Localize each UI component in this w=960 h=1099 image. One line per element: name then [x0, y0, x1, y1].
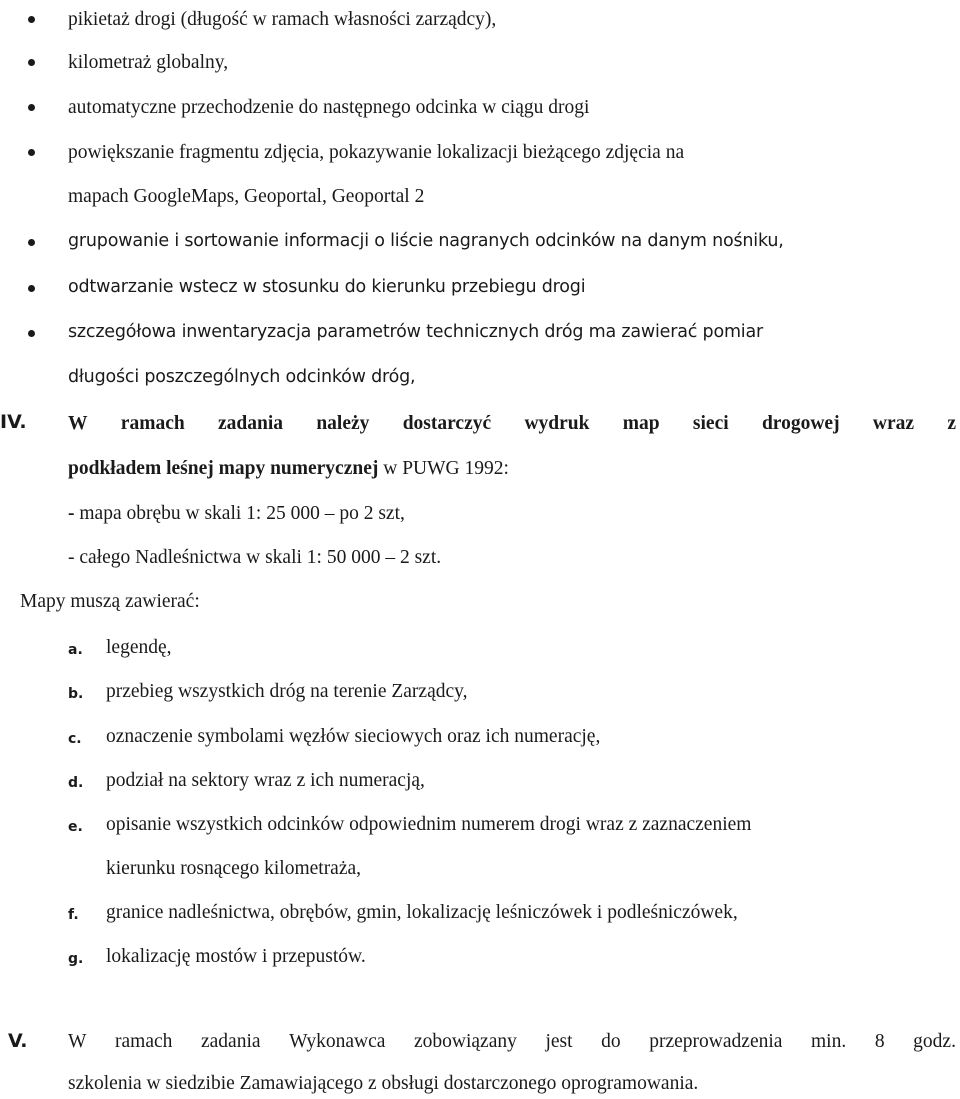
- bullet-text: grupowanie i sortowanie informacji o liście nagranych odcinków na danym nośniku,: [68, 231, 784, 251]
- bullet-text: kilometraż globalny,: [68, 52, 229, 73]
- map-spec-line: - całego Nadleśnictwa w skali 1: 50 000 – 2 szt.: [68, 547, 442, 568]
- word: drogowej: [761, 413, 840, 434]
- word: ramach: [115, 1031, 173, 1052]
- bullet-text-continued: mapach GoogleMaps, Geoportal, Geoportal 2: [68, 186, 425, 207]
- list-letter: d.: [68, 775, 84, 791]
- word: zadania: [218, 413, 284, 434]
- word: godz.: [913, 1031, 956, 1052]
- section-numeral: IV.: [0, 411, 27, 433]
- word: wraz: [872, 413, 915, 434]
- word: map: [622, 413, 660, 434]
- word: do: [601, 1031, 621, 1052]
- list-item: lokalizację mostów i przepustów.: [106, 946, 366, 967]
- list-letter: g.: [68, 951, 84, 967]
- section-v-line1: [68, 1032, 956, 1052]
- list-item: legendę,: [106, 637, 172, 658]
- word: dostarczyć: [402, 413, 492, 434]
- word: z: [947, 413, 956, 434]
- bullet-text: powiększanie fragmentu zdjęcia, pokazywanie lokalizacji bieżącego zdjęcia na: [68, 142, 685, 163]
- word: min.: [811, 1031, 847, 1052]
- word: W: [68, 1031, 87, 1052]
- phrase: w PUWG 1992:: [378, 458, 509, 479]
- list-item: opisanie wszystkich odcinków odpowiednim numerem drogi wraz z zaznaczeniem: [106, 814, 752, 835]
- word: przeprowadzenia: [649, 1031, 783, 1052]
- list-item-continued: kierunku rosnącego kilometraża,: [106, 858, 362, 879]
- word: wydruk: [524, 413, 590, 434]
- bullet-icon: [28, 16, 35, 23]
- list-letter: f.: [68, 907, 79, 923]
- bullet-text-continued: długości poszczególnych odcinków dróg,: [68, 367, 416, 387]
- word: ramach: [120, 413, 185, 434]
- bold-phrase: podkładem leśnej mapy numerycznej: [68, 458, 379, 479]
- phrase: mapa obrębu w skali 1: 25 000 – po 2 szt,: [74, 503, 405, 524]
- section-iv-heading-line2: [68, 459, 509, 479]
- section-v-line2: szkolenia w siedzibie Zamawiającego z obsługi dostarczonego oprogramowania.: [68, 1073, 699, 1094]
- word: Wykonawca: [289, 1031, 386, 1052]
- bullet-text: szczegółowa inwentaryzacja parametrów technicznych dróg ma zawierać pomiar: [68, 322, 763, 342]
- bullet-icon: [28, 59, 35, 66]
- bullet-icon: [28, 104, 35, 111]
- bullet-icon: [28, 330, 35, 337]
- word: zadania: [200, 1031, 261, 1052]
- bullet-icon: [28, 239, 35, 246]
- list-item: granice nadleśnictwa, obrębów, gmin, lokalizację leśniczówek i podleśniczówek,: [106, 902, 738, 923]
- word: W: [68, 413, 88, 434]
- bullet-text: automatyczne przechodzenie do następnego odcinka w ciągu drogi: [68, 97, 590, 118]
- word: 8: [874, 1031, 885, 1052]
- dash: -: [68, 503, 75, 524]
- list-letter: e.: [68, 819, 83, 835]
- list-item: oznaczenie symbolami węzłów sieciowych oraz ich numerację,: [106, 726, 601, 747]
- word: sieci: [692, 413, 729, 434]
- bullet-text: odtwarzanie wstecz w stosunku do kierunku przebiegu drogi: [68, 277, 586, 297]
- bullet-icon: [28, 285, 35, 292]
- bullet-icon: [28, 149, 35, 156]
- section-numeral: V.: [8, 1030, 28, 1052]
- bullet-text: pikietaż drogi (długość w ramach własności zarządcy),: [68, 9, 497, 30]
- list-item: przebieg wszystkich dróg na terenie Zarządcy,: [106, 681, 468, 702]
- word: jest: [545, 1031, 573, 1052]
- word: należy: [316, 413, 370, 434]
- word: zobowiązany: [414, 1031, 517, 1052]
- section-iv-heading-line1: [68, 414, 956, 434]
- list-item: podział na sektory wraz z ich numeracją,: [106, 770, 425, 791]
- map-spec-line: [68, 504, 405, 524]
- list-letter: b.: [68, 686, 84, 702]
- list-letter: a.: [68, 642, 83, 658]
- list-letter: c.: [68, 731, 82, 747]
- maps-intro: Mapy muszą zawierać:: [20, 591, 200, 612]
